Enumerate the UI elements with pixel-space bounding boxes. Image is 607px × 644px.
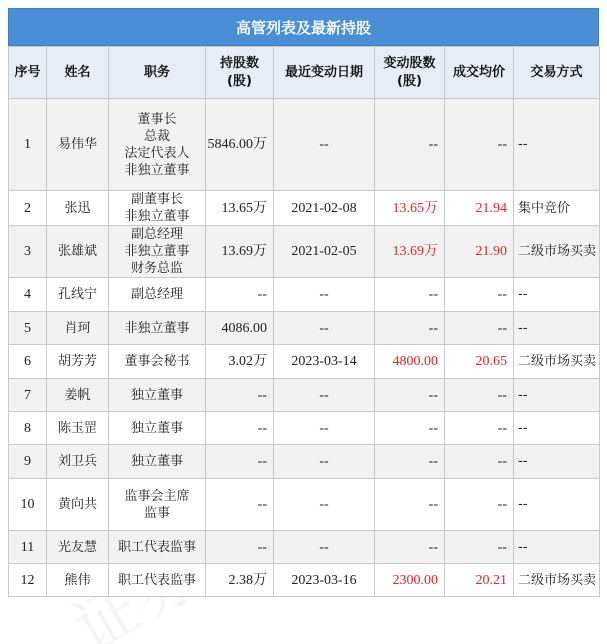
cell-seq: 7	[9, 379, 47, 412]
table-row	[9, 531, 600, 564]
cell-position	[109, 345, 206, 379]
cell-position	[109, 312, 206, 345]
cell-change: 13.69万	[375, 226, 445, 278]
position-line: 非独立董事	[124, 244, 190, 259]
table-row	[9, 345, 600, 379]
cell-position	[109, 531, 206, 564]
position-line: 副董事长	[130, 192, 183, 207]
cell-shares: 2.38万	[206, 564, 274, 597]
col-header-date: 最近变动日期	[274, 47, 375, 99]
position-line: 监事	[143, 505, 170, 521]
cell-change: --	[375, 379, 445, 412]
cell-seq: 9	[9, 445, 47, 479]
cell-method: --	[514, 99, 600, 191]
cell-name: 刘卫兵	[47, 445, 109, 479]
cell-shares: --	[206, 412, 274, 445]
cell-seq: 1	[9, 99, 47, 191]
cell-seq: 3	[9, 226, 47, 278]
table-row	[9, 445, 600, 479]
cell-price: --	[445, 379, 514, 412]
cell-name: 陈玉罡	[47, 412, 109, 445]
col-header-change	[375, 47, 445, 99]
cell-change: 4800.00	[375, 345, 445, 379]
position-line: 董事会秘书	[124, 354, 190, 369]
cell-price: 20.65	[445, 345, 514, 379]
holdings-panel	[8, 8, 599, 597]
cell-change: --	[375, 312, 445, 345]
cell-change: --	[375, 445, 445, 479]
cell-date: --	[274, 479, 375, 531]
cell-position	[109, 445, 206, 479]
table-row	[9, 312, 600, 345]
cell-date: --	[274, 412, 375, 445]
position-line: 总裁	[143, 128, 170, 144]
cell-date: 2021-02-08	[274, 191, 375, 226]
cell-name: 姜帆	[47, 379, 109, 412]
cell-change: 2300.00	[375, 564, 445, 597]
cell-change: --	[375, 99, 445, 191]
cell-name: 易伟华	[47, 99, 109, 191]
cell-seq: 2	[9, 191, 47, 226]
cell-shares: 3.02万	[206, 345, 274, 379]
cell-method: 二级市场买卖	[514, 226, 600, 278]
cell-price: --	[445, 278, 514, 312]
cell-shares: 13.69万	[206, 226, 274, 278]
position-line: 独立董事	[130, 420, 183, 436]
cell-position	[109, 226, 206, 278]
cell-seq: 10	[9, 479, 47, 531]
cell-method: --	[514, 379, 600, 412]
position-line: 财务总监	[130, 261, 183, 276]
table-row	[9, 379, 600, 412]
cell-date: --	[274, 99, 375, 191]
cell-date: --	[274, 379, 375, 412]
cell-seq: 6	[9, 345, 47, 379]
position-line: 法定代表人	[124, 145, 190, 161]
cell-position	[109, 379, 206, 412]
cell-date: --	[274, 278, 375, 312]
position-line: 职工代表监事	[117, 539, 196, 555]
cell-date: 2021-02-05	[274, 226, 375, 278]
cell-name: 张迅	[47, 191, 109, 226]
cell-price: --	[445, 479, 514, 531]
cell-seq: 12	[9, 564, 47, 597]
cell-name: 胡芳芳	[47, 345, 109, 379]
position-line: 独立董事	[130, 387, 183, 403]
cell-method: 二级市场买卖	[514, 564, 600, 597]
cell-method: --	[514, 445, 600, 479]
cell-name: 熊伟	[47, 564, 109, 597]
position-line: 副总经理	[130, 287, 183, 302]
cell-seq: 11	[9, 531, 47, 564]
cell-change: --	[375, 479, 445, 531]
cell-name: 张雄斌	[47, 226, 109, 278]
cell-method: --	[514, 531, 600, 564]
cell-price: --	[445, 312, 514, 345]
cell-seq: 8	[9, 412, 47, 445]
cell-date: --	[274, 531, 375, 564]
col-header-change-line2: (股)	[397, 73, 422, 89]
cell-position	[109, 278, 206, 312]
cell-shares: 13.65万	[206, 191, 274, 226]
position-line: 非独立董事	[124, 209, 190, 224]
cell-method: 二级市场买卖	[514, 345, 600, 379]
table-row	[9, 99, 600, 191]
position-line: 职工代表监事	[117, 572, 196, 588]
cell-date: --	[274, 445, 375, 479]
cell-price: 21.94	[445, 191, 514, 226]
position-line: 副总经理	[130, 227, 183, 242]
cell-method: 集中竞价	[514, 191, 600, 226]
cell-name: 光友慧	[47, 531, 109, 564]
col-header-shares-line1: 持股数	[219, 55, 259, 71]
col-header-change-line1: 变动股数	[383, 55, 436, 71]
col-header-method: 交易方式	[514, 47, 600, 99]
cell-change: --	[375, 412, 445, 445]
position-line: 董事长	[137, 111, 177, 127]
table-row	[9, 412, 600, 445]
cell-change: --	[375, 531, 445, 564]
table-row	[9, 564, 600, 597]
executives-table	[8, 46, 600, 597]
cell-shares: 5846.00万	[206, 99, 274, 191]
cell-shares: 4086.00	[206, 312, 274, 345]
cell-date: 2023-03-14	[274, 345, 375, 379]
cell-shares: --	[206, 479, 274, 531]
cell-seq: 5	[9, 312, 47, 345]
table-row	[9, 479, 600, 531]
cell-position	[109, 564, 206, 597]
position-line: 监事会主席	[124, 488, 190, 504]
table-title: 高管列表及最新持股	[8, 8, 599, 46]
cell-price: --	[445, 531, 514, 564]
cell-shares: --	[206, 379, 274, 412]
col-header-price: 成交均价	[445, 47, 514, 99]
position-line: 独立董事	[130, 454, 183, 469]
cell-name: 肖珂	[47, 312, 109, 345]
cell-position	[109, 99, 206, 191]
cell-price: --	[445, 412, 514, 445]
cell-position	[109, 191, 206, 226]
cell-method: --	[514, 412, 600, 445]
cell-price: --	[445, 445, 514, 479]
table-row	[9, 278, 600, 312]
cell-seq: 4	[9, 278, 47, 312]
cell-name: 黄向共	[47, 479, 109, 531]
cell-method: --	[514, 312, 600, 345]
cell-change: 13.65万	[375, 191, 445, 226]
cell-method: --	[514, 479, 600, 531]
cell-position	[109, 479, 206, 531]
position-line: 非独立董事	[124, 162, 190, 178]
cell-date: 2023-03-16	[274, 564, 375, 597]
cell-method: --	[514, 278, 600, 312]
header-row	[9, 47, 600, 99]
cell-price: 20.21	[445, 564, 514, 597]
table-row	[9, 191, 600, 226]
cell-price: 21.90	[445, 226, 514, 278]
cell-date: --	[274, 312, 375, 345]
cell-change: --	[375, 278, 445, 312]
col-header-shares	[206, 47, 274, 99]
col-header-name: 姓名	[47, 47, 109, 99]
cell-shares: --	[206, 531, 274, 564]
cell-name: 孔线宁	[47, 278, 109, 312]
position-line: 非独立董事	[124, 320, 190, 336]
table-row	[9, 226, 600, 278]
cell-position	[109, 412, 206, 445]
col-header-seq: 序号	[9, 47, 47, 99]
col-header-position: 职务	[109, 47, 206, 99]
cell-price: --	[445, 99, 514, 191]
cell-shares: --	[206, 445, 274, 479]
cell-shares: --	[206, 278, 274, 312]
col-header-shares-line2: (股)	[227, 73, 252, 89]
